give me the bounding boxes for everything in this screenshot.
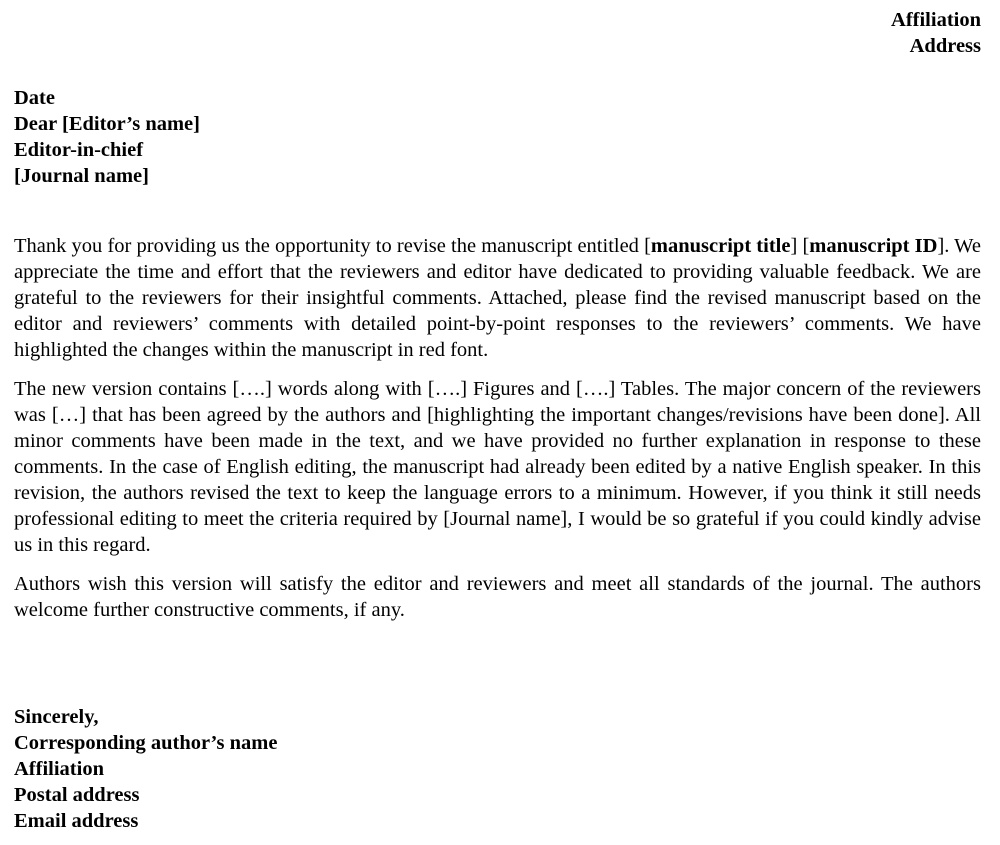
manuscript-id-placeholder: manuscript ID	[809, 235, 938, 257]
paragraph-intro-text-3: ]. We appreciate the time and effort that the reviewers and editor have dedicated to providing valuable feedback. We are grateful to the reviewers for their insightful comments. Attached, please find the revised manuscript based on the editor and reviewers’ comments with detailed point-by-point responses to the reviewers’ comments. We have highlighted the changes within the manuscript in red font.	[14, 235, 981, 361]
sender-affiliation: Affiliation	[891, 9, 981, 31]
paragraph-intro-text-2: ] [	[790, 235, 810, 257]
salutation: Dear [Editor’s name]	[14, 113, 200, 135]
paragraph-conclusion: Authors wish this version will satisfy the editor and reviewers and meet all standards of the journal. The authors welcome further constructive comments, if any.	[14, 573, 981, 621]
recipient-role: Editor-in-chief	[14, 139, 144, 161]
paragraph-intro-text-1: Thank you for providing us the opportunity to revise the manuscript entitled [	[14, 235, 651, 257]
author-affiliation: Affiliation	[14, 758, 104, 780]
recipient-block	[14, 85, 200, 189]
letter-page	[14, 0, 981, 845]
signature-block	[14, 704, 277, 834]
email-address: Email address	[14, 810, 139, 832]
postal-address: Postal address	[14, 784, 140, 806]
letter-date: Date	[14, 87, 55, 109]
journal-name: [Journal name]	[14, 165, 149, 187]
sender-block	[891, 7, 981, 59]
paragraph-intro	[14, 233, 981, 363]
sign-off: Sincerely,	[14, 706, 99, 728]
letter-body	[14, 233, 981, 636]
manuscript-title-placeholder: manuscript title	[650, 235, 791, 257]
paragraph-revision-details: The new version contains [….] words along with [….] Figures and [….] Tables. The major concern of the reviewers was […] that has been agreed by the authors and [highlighting the important changes/revisions have been done]. All minor comments have been made in the text, and we have provided no further explanation in response to these comments. In the case of English editing, the manuscript had already been edited by a native English speaker. In this revision, the authors revised the text to keep the language errors to a minimum. However, if you think it still needs professional editing to meet the criteria required by [Journal name], I would be so grateful if you could kindly advise us in this regard.	[14, 378, 981, 556]
sender-address: Address	[909, 35, 981, 57]
author-name: Corresponding author’s name	[14, 732, 278, 754]
